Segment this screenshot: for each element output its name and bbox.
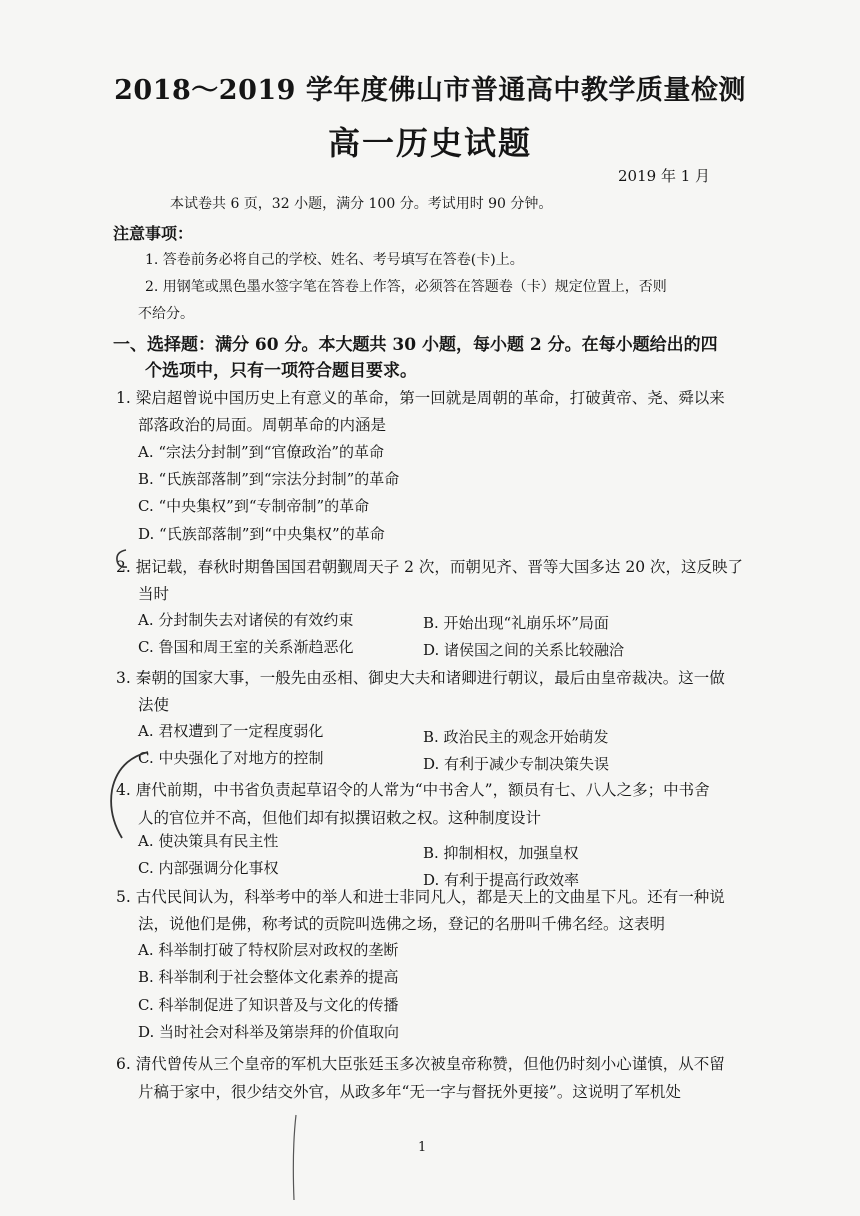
question-3-option-c: C. 中央强化了对地方的控制 — [138, 749, 324, 767]
question-6-stem: 6. 清代曾传从三个皇帝的军机大臣张廷玉多次被皇帝称赞，但他仍时刻小心谨慎，从不留 — [116, 1055, 725, 1073]
pencil-stray-line — [293, 1115, 296, 1200]
question-5-option-a: A. 科举制打破了特权阶层对政权的垄断 — [138, 941, 399, 959]
question-1-option-b: B. “氏族部落制”到“宗法分封制”的革命 — [138, 470, 400, 488]
question-4-option-a: A. 使决策具有民主性 — [138, 832, 279, 850]
question-3-option-a: A. 君权遭到了一定程度弱化 — [138, 722, 324, 740]
question-2-stem: 2. 据记载，春秋时期鲁国国君朝觐周天子 2 次，而朝见齐、晋等大国多达 20 次，这反映了 — [116, 558, 744, 576]
page-number: 1 — [418, 1140, 427, 1155]
question-1-stem-cont: 部落政治的局面。周朝革命的内涵是 — [138, 416, 387, 434]
notice-heading: 注意事项： — [113, 224, 194, 243]
question-3-stem-cont: 法使 — [138, 696, 170, 714]
question-2-option-c: C. 鲁国和周王室的关系渐趋恶化 — [138, 638, 354, 656]
question-5-stem-cont: 法，说他们是佛，称考试的贡院叫选佛之场，登记的名册叫千佛名经。这表明 — [138, 915, 666, 933]
question-5-option-c: C. 科举制促进了知识普及与文化的传播 — [138, 996, 399, 1014]
question-5-stem: 5. 古代民间认为，科举考中的举人和进士非同凡人，都是天上的文曲星下凡。还有一种说 — [116, 888, 725, 906]
question-2-option-d: D. 诸侯国之间的关系比较融洽 — [423, 641, 625, 659]
question-4-stem-cont: 人的官位并不高，但他们却有拟撰诏敕之权。这种制度设计 — [138, 809, 542, 827]
question-5-option-b: B. 科举制利于社会整体文化素养的提高 — [138, 968, 399, 986]
notice-item-1: 1. 答卷前务必将自己的学校、姓名、考号填写在答卷(卡)上。 — [145, 252, 524, 268]
section-heading-cont: 个选项中，只有一项符合题目要求。 — [145, 361, 417, 381]
question-5-option-d: D. 当时社会对科举及第崇拜的价值取向 — [138, 1023, 400, 1041]
question-3-option-b: B. 政治民主的观念开始萌发 — [423, 728, 609, 746]
question-1-option-c: C. “中央集权”到“专制帝制”的革命 — [138, 497, 370, 515]
question-1-option-a: A. “宗法分封制”到“官僚政治”的革命 — [138, 443, 385, 461]
question-2-stem-cont: 当时 — [138, 585, 170, 603]
question-2-option-b: B. 开始出现“礼崩乐坏”局面 — [423, 614, 609, 632]
exam-intro: 本试卷共 6 页，32 小题，满分 100 分。考试用时 90 分钟。 — [170, 196, 553, 212]
question-4-stem: 4. 唐代前期，中书省负责起草诏令的人常为“中书舍人”，额员有七、八人之多；中书舍 — [116, 781, 710, 799]
question-1-stem: 1. 梁启超曾说中国历史上有意义的革命，第一回就是周朝的革命，打破黄帝、尧、舜以来 — [116, 389, 725, 407]
question-3-option-d: D. 有利于减少专制决策失误 — [423, 755, 610, 773]
question-2-option-a: A. 分封制失去对诸侯的有效约束 — [138, 611, 354, 629]
question-3-stem: 3. 秦朝的国家大事，一般先由丞相、御史大夫和诸卿进行朝议，最后由皇帝裁决。这一做 — [116, 669, 725, 687]
exam-subject-title: 高一历史试题 — [327, 124, 532, 162]
section-heading: 一、选择题：满分 60 分。本大题共 30 小题，每小题 2 分。在每小题给出的四 — [113, 335, 718, 355]
question-4-option-c: C. 内部强调分化事权 — [138, 859, 279, 877]
notice-item-2-cont: 不给分。 — [138, 306, 194, 322]
notice-item-2: 2. 用钢笔或黑色墨水签字笔在答卷上作答，必须答在答题卷（卡）规定位置上，否则 — [145, 279, 667, 295]
question-1-option-d: D. “氏族部落制”到“中央集权”的革命 — [138, 525, 385, 543]
exam-date: 2019 年 1 月 — [618, 167, 711, 185]
question-4-option-d: D. 有利于提高行政效率 — [423, 871, 580, 889]
exam-title: 2018～2019 学年度佛山市普通高中教学质量检测 — [114, 75, 746, 106]
question-4-option-b: B. 抑制相权，加强皇权 — [423, 844, 579, 862]
question-6-stem-cont: 片稿于家中，很少结交外官，从政多年“无一字与督抚外更接”。这说明了军机处 — [138, 1083, 681, 1101]
